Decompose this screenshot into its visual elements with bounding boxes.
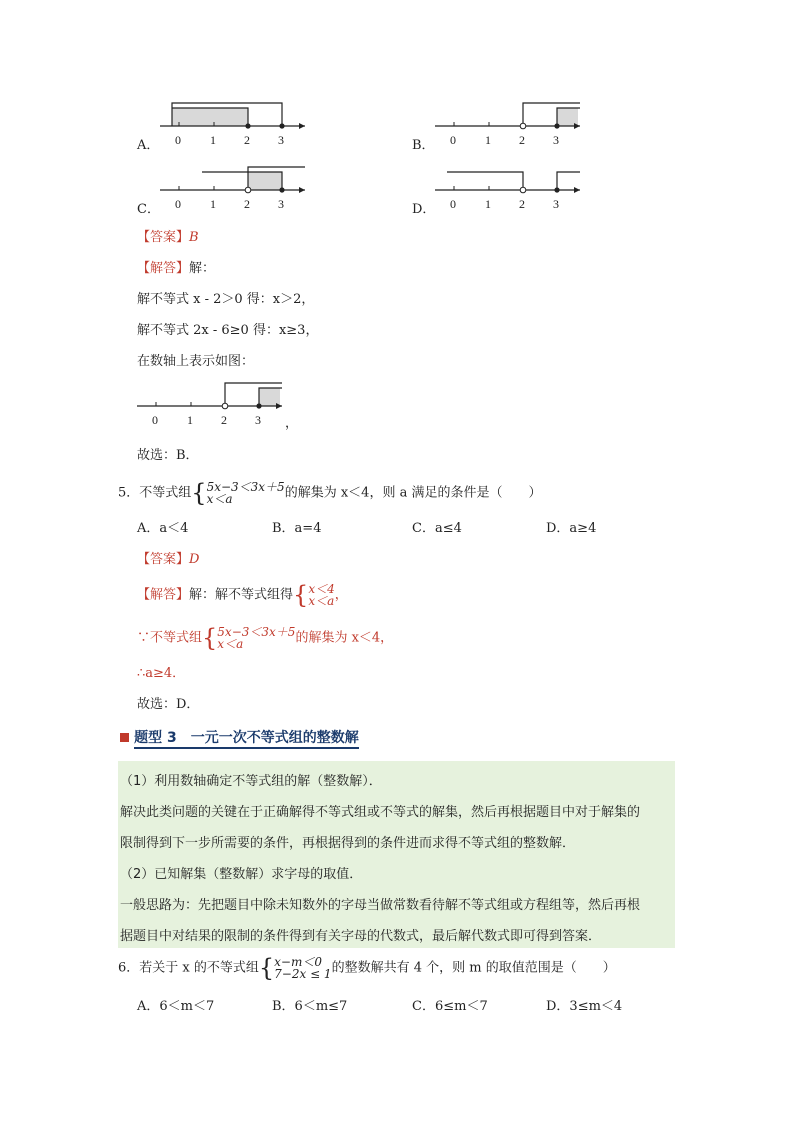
section-heading [120,727,359,747]
closed-point [554,123,559,128]
tick-label: 3 [278,197,284,211]
q5-stem-pre: 5．不等式组 [118,485,192,501]
tick-label: 0 [450,133,456,147]
box-line: 一般思路为：先把题目中除未知数外的字母当做常数看待解不等式组或方程组等，然后再根 [120,898,641,913]
solution-tag: 【解答】 [137,587,190,603]
tick-label: 1 [485,197,491,211]
q6-stem-post: 的整数解共有 4 个，则 m 的取值范围是（ ） [331,960,616,976]
shade-region [172,108,248,126]
solution-number-line [137,378,287,433]
tick-label: 2 [519,133,525,147]
tick-label: 1 [210,197,216,211]
open-point [520,123,526,129]
option-a-label: A． [137,138,160,153]
tick-label: 1 [210,133,216,147]
method-box [118,761,675,948]
sys-line: x−m＜0 [274,955,322,969]
closed-point [256,403,261,408]
q6-stem-pre: 6．若关于 x 的不等式组 [118,960,259,976]
q4-answer-line [137,230,199,246]
closed-point [245,123,250,128]
shade-region [259,388,280,406]
closed-point [279,123,284,128]
q5-stem-post: 的解集为 x＜4，则 a 满足的条件是（ ） [284,485,542,501]
brace-icon: { [191,479,207,507]
q5-conclusion [137,697,199,713]
answer-tag: 【答案】 [137,552,190,567]
sys-line: 5x−3＜3x＋5 [217,625,296,639]
tick-label: 0 [175,197,181,211]
brace-icon: { [293,581,309,609]
q4-line3: 在数轴上表示如图： [137,354,255,369]
closed-point [279,187,284,192]
sys-line: 5x−3＜3x＋5 [206,480,285,494]
sys-line: x＜a [206,492,233,506]
sys-after: ， [334,587,348,603]
tick-label: 0 [152,413,158,427]
because-post: 的解集为 x＜4， [295,630,394,646]
tick-label: 0 [450,197,456,211]
q5-stem [118,481,541,505]
answer-value: B [189,230,199,245]
q5-because-line [137,626,393,650]
q5-option-b: B．a=4 [272,521,322,536]
box-line: 据题目中对结果的限制的条件得到有关字母的代数式，最后解代数式即可得到答案． [120,929,602,944]
tick-label: 2 [519,197,525,211]
sys-line: x＜4 [308,582,335,596]
conclusion-text: 故选：D． [137,697,200,712]
q4-line2: 解不等式 2x - 6≥0 得：x≥3， [137,323,319,338]
tick-label: 3 [278,133,284,147]
because-pre: ∵不等式组 [137,630,203,646]
option-c-label: C． [137,202,160,217]
q5-option-a: A．a＜4 [137,521,189,536]
box-line: 限制得到下一步所需要的条件，再根据得到的条件进而求得不等式组的整数解． [120,836,576,851]
box-line: （2）已知解集（整数解）求字母的取值． [120,867,363,882]
section-title: 题型 3 一元一次不等式组的整数解 [134,730,359,749]
solution-tag: 【解答】 [137,261,190,276]
box-line: 解决此类问题的关键在于正确解得不等式组或不等式的解集，然后再根据题目中对于解集的 [120,805,641,820]
sys-line: 7−2x ≤ 1 [274,967,332,981]
q5-therefore: ∴a≥4． [137,666,186,681]
tick-label: 0 [175,133,181,147]
q6-stem [118,956,616,980]
section-marker-icon [120,733,129,742]
solution-system [308,583,334,607]
tick-label: 1 [485,133,491,147]
q5-solution-line [137,583,348,607]
q6-option-b: B．6＜m≤7 [272,999,348,1014]
tick-label: 1 [187,413,193,427]
option-d-label: D． [412,202,436,217]
open-point [222,403,228,409]
q4-conclusion: 故选：B． [137,448,199,463]
sys-line: x＜a [217,637,244,651]
option-b-label: B． [412,138,435,153]
sys-line: x＜a [308,594,335,608]
q6-system [274,956,331,980]
open-point [245,187,251,193]
number-line-a [160,98,310,153]
number-line-c [160,162,310,217]
tick-label: 2 [244,133,250,147]
q5-option-d: D．a≥4 [546,521,597,536]
q4-solution-line [137,261,215,277]
number-line-d [435,162,585,217]
q5-system [207,481,285,505]
q6-option-c: C．6≤m＜7 [412,999,488,1014]
open-point [520,187,526,193]
answer-tag: 【答案】 [137,230,190,245]
shade-region [248,172,282,190]
q5-option-c: C．a≤4 [412,521,462,536]
q6-option-a: A．6＜m＜7 [137,999,215,1014]
tick-label: 2 [244,197,250,211]
number-line-b [435,98,585,153]
shade-region [557,108,578,126]
tick-label: 3 [553,133,559,147]
tick-label: 3 [553,197,559,211]
q6-option-d: D．3≤m＜4 [546,999,623,1014]
tick-label: 3 [255,413,261,427]
solution-intro: 解： [189,261,216,276]
because-system [217,626,295,650]
axis-after-comma: ， [285,416,299,431]
q4-line1: 解不等式 x - 2＞0 得：x＞2， [137,292,315,307]
closed-point [554,187,559,192]
box-line: （1）利用数轴确定不等式组的解（整数解）． [120,774,382,789]
solution-text: 解：解不等式组得 [189,587,294,603]
tick-label: 2 [221,413,227,427]
answer-value: D [189,552,200,567]
brace-icon: { [258,954,275,982]
q5-answer-line [137,552,199,568]
brace-icon: { [202,624,218,652]
